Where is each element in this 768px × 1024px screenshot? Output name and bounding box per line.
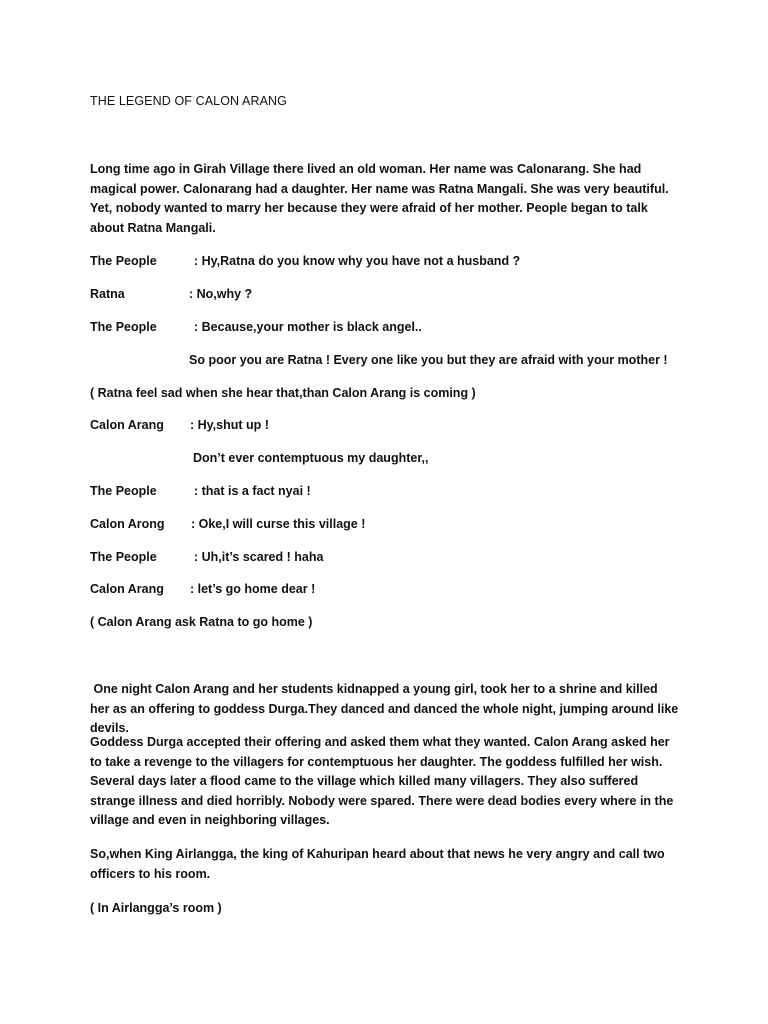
dialogue-speaker-11: Calon Arang <box>90 582 164 596</box>
stage-direction-1: ( Ratna feel sad when she hear that,than Calon Arang is coming ) <box>90 386 476 400</box>
dialogue-line-2: : No,why ? <box>189 287 253 301</box>
dialogue-line-10: : Uh,it’s scared ! haha <box>194 550 324 564</box>
stage-direction-3: ( In Airlangga’s room ) <box>90 901 222 915</box>
dialogue-speaker-9: Calon Arong <box>90 517 165 531</box>
narrative-paragraph-1: One night Calon Arang and her students kidnapped a young girl, took her to a shrine and killed her as an offering to goddess Durga.They danced and danced the whole night, jumping around like devils. <box>90 682 682 735</box>
dialogue-speaker-1: The People <box>90 254 157 268</box>
narrative-paragraph-2: Goddess Durga accepted their offering and asked them what they wanted. Calon Arang asked her to take a revenge to the villagers for contemptuous her daughter. The goddess fulfilled her wish. Several days later a flood came to the village which killed many villagers. They also suffered strange illness and died horribly. Nobody were spared. There were dead bodies every where in the village and even in neighboring villages. <box>90 735 674 827</box>
dialogue-speaker-8: The People <box>90 484 157 498</box>
dialogue-line-7: Don’t ever contemptuous my daughter,, <box>193 451 429 465</box>
stage-direction-2: ( Calon Arang ask Ratna to go home ) <box>90 615 313 629</box>
dialogue-line-8: : that is a fact nyai ! <box>194 484 311 498</box>
narrative-paragraph-3: So,when King Airlangga, the king of Kahuripan heard about that news he very angry and call two officers to his room. <box>90 847 665 881</box>
dialogue-speaker-6: Calon Arang <box>90 418 164 432</box>
dialogue-line-3: : Because,your mother is black angel.. <box>194 320 422 334</box>
dialogue-speaker-10: The People <box>90 550 157 564</box>
dialogue-line-9: : Oke,I will curse this village ! <box>191 517 366 531</box>
dialogue-line-4: So poor you are Ratna ! Every one like you but they are afraid with your mother ! <box>189 353 668 367</box>
dialogue-speaker-2: Ratna <box>90 287 125 301</box>
document-title: THE LEGEND OF CALON ARANG <box>90 94 287 108</box>
dialogue-line-11: : let’s go home dear ! <box>190 582 316 596</box>
dialogue-line-1: : Hy,Ratna do you know why you have not a husband ? <box>194 254 521 268</box>
dialogue-line-6: : Hy,shut up ! <box>190 418 269 432</box>
dialogue-speaker-3: The People <box>90 320 157 334</box>
intro-paragraph: Long time ago in Girah Village there lived an old woman. Her name was Calonarang. She had magical power. Calonarang had a daughter. Her name was Ratna Mangali. She was very beautiful. Yet, nobody wanted to marry her because they were afraid of her mother. People began to talk about Ratna Mangali. <box>90 162 669 235</box>
